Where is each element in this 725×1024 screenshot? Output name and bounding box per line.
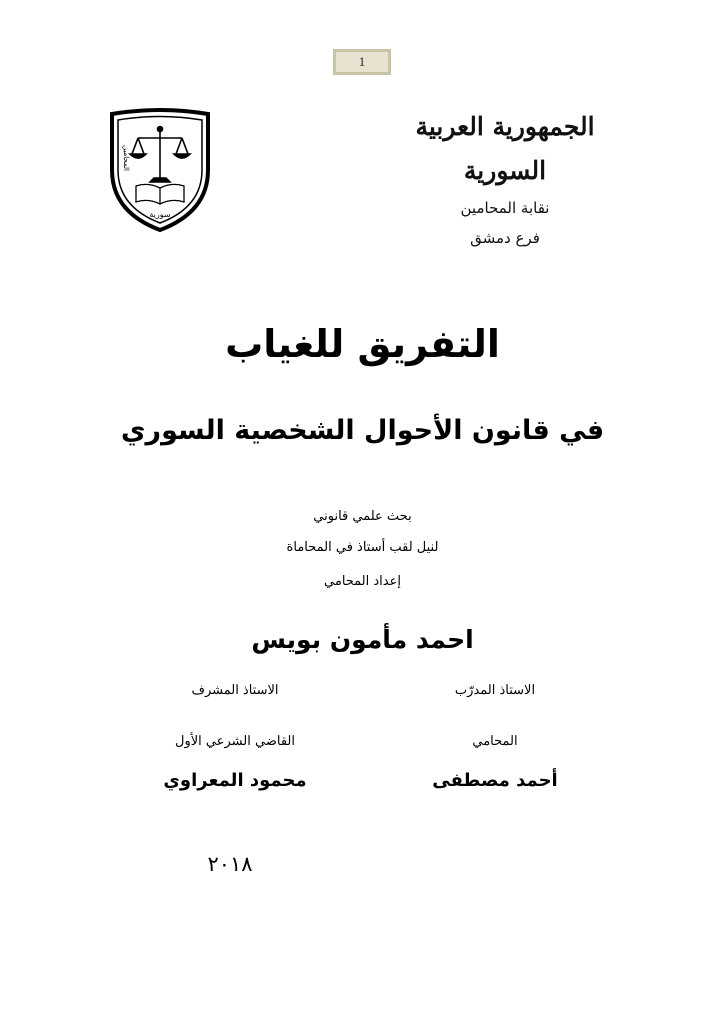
- trainer-title: المحامي: [472, 734, 518, 749]
- supervisor-name: محمود المعراوي: [163, 770, 307, 791]
- document-title: التفريق للغياب: [225, 322, 500, 366]
- government-header: [395, 105, 615, 253]
- seal-text-top: المحامين: [122, 145, 130, 171]
- open-book-icon: [136, 184, 184, 204]
- trainer-role: الاستاذ المدرّب: [454, 683, 536, 698]
- bar-association-name: نقابة المحامين: [460, 199, 550, 217]
- bar-association-seal: [104, 108, 216, 234]
- seal-text-bottom: سورية: [149, 210, 171, 219]
- page-number: 1: [333, 49, 391, 75]
- branch-name: فرع دمشق: [470, 229, 540, 247]
- research-purpose: لنيل لقب أستاذ في المحاماة: [286, 540, 439, 555]
- research-type: بحث علمي قانوني: [313, 509, 412, 524]
- supervisor-role: الاستاذ المشرف: [191, 683, 279, 698]
- trainer-name: أحمد مصطفى: [432, 770, 558, 791]
- author-name: احمد مأمون بويس: [251, 625, 474, 654]
- year: ٢٠١٨: [207, 852, 253, 876]
- document-subtitle: في قانون الأحوال الشخصية السوري: [120, 415, 605, 446]
- prepared-by-label: إعداد المحامي: [324, 574, 401, 589]
- republic-name: الجمهورية العربية السورية: [415, 112, 595, 185]
- supervisor-title: القاضي الشرعي الأول: [175, 734, 295, 749]
